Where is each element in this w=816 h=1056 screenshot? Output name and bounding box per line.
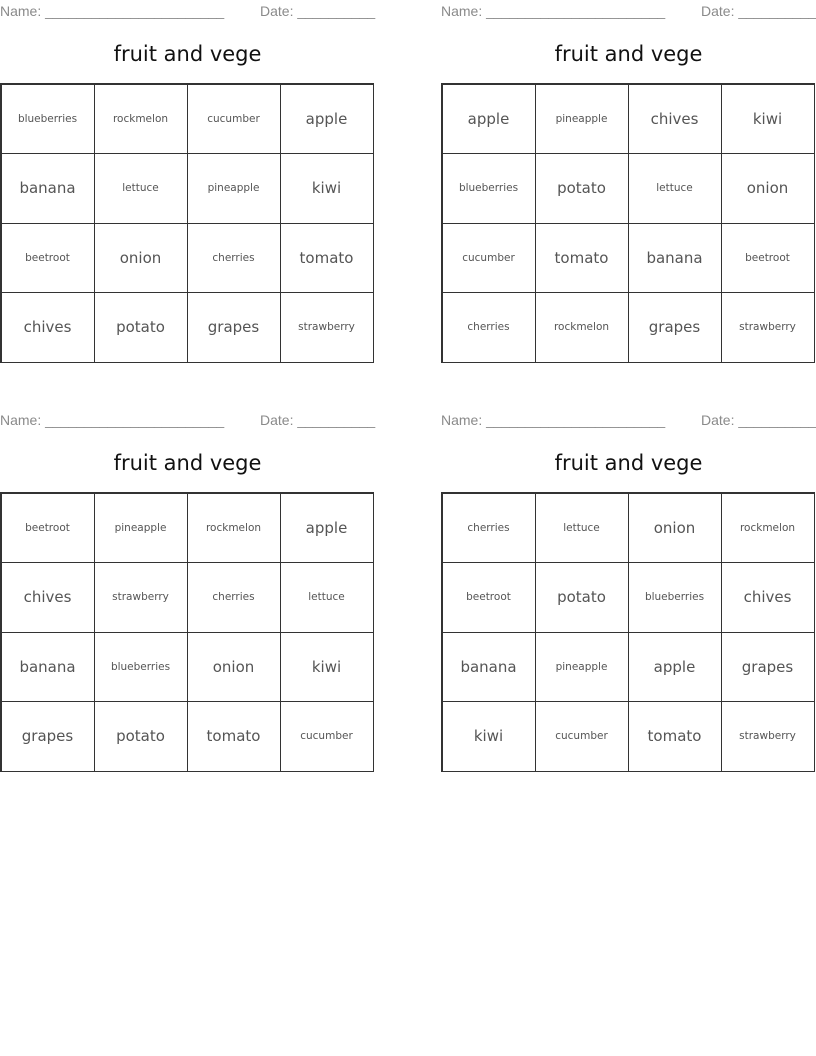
bingo-card-3 [0,409,376,773]
bingo-grid [441,83,815,363]
card-title: fruit and vege [554,451,703,475]
bingo-cell: strawberry [721,292,815,363]
bingo-cell: pineapple [187,153,281,224]
bingo-cell: blueberries [628,562,722,633]
bingo-cell: kiwi [442,701,536,772]
bingo-cell: apple [628,632,722,703]
bingo-cell: pineapple [535,632,629,703]
bingo-cell: strawberry [280,292,374,363]
name-label: Name: _______________________ [441,3,666,19]
bingo-grid [0,83,374,363]
bingo-cell: blueberries [1,84,95,155]
bingo-cell: beetroot [1,493,95,564]
card-title: fruit and vege [554,42,703,66]
bingo-cell: rockmelon [187,493,281,564]
bingo-cell: lettuce [628,153,722,224]
bingo-cell: pineapple [94,493,188,564]
bingo-cell: beetroot [442,562,536,633]
bingo-cell: kiwi [721,84,815,155]
bingo-cell: rockmelon [94,84,188,155]
bingo-cell: cucumber [535,701,629,772]
bingo-cell: lettuce [280,562,374,633]
bingo-cell: banana [442,632,536,703]
date-label: Date: __________ [260,412,376,428]
bingo-cell: banana [1,153,95,224]
bingo-cell: onion [628,493,722,564]
bingo-cell: cherries [442,292,536,363]
bingo-grid [0,492,374,772]
bingo-grid [441,492,815,772]
bingo-cell: banana [1,632,95,703]
bingo-cell: grapes [721,632,815,703]
card-title: fruit and vege [113,451,262,475]
bingo-cell: onion [187,632,281,703]
bingo-cell: tomato [187,701,281,772]
bingo-cell: potato [535,562,629,633]
bingo-cell: rockmelon [721,493,815,564]
bingo-cell: cherries [187,562,281,633]
date-label: Date: __________ [701,3,816,19]
name-label: Name: _______________________ [441,412,666,428]
bingo-cell: kiwi [280,153,374,224]
bingo-cell: blueberries [94,632,188,703]
bingo-cell: apple [442,84,536,155]
date-label: Date: __________ [701,412,816,428]
bingo-card-2 [441,0,816,364]
name-label: Name: _______________________ [0,412,225,428]
bingo-cell: tomato [535,223,629,294]
bingo-cell: apple [280,493,374,564]
bingo-cell: grapes [187,292,281,363]
bingo-cell: onion [721,153,815,224]
bingo-cell: banana [628,223,722,294]
bingo-cell: cherries [442,493,536,564]
bingo-cell: chives [628,84,722,155]
bingo-cell: onion [94,223,188,294]
bingo-cell: potato [535,153,629,224]
bingo-card-1 [0,0,376,364]
bingo-cell: blueberries [442,153,536,224]
bingo-cell: potato [94,701,188,772]
bingo-cell: pineapple [535,84,629,155]
bingo-cell: beetroot [721,223,815,294]
bingo-cell: lettuce [94,153,188,224]
date-label: Date: __________ [260,3,376,19]
bingo-cell: lettuce [535,493,629,564]
name-label: Name: _______________________ [0,3,225,19]
card-title: fruit and vege [113,42,262,66]
bingo-cell: strawberry [94,562,188,633]
bingo-cell: cucumber [442,223,536,294]
bingo-cell: cucumber [280,701,374,772]
bingo-cell: tomato [628,701,722,772]
bingo-cell: tomato [280,223,374,294]
bingo-cell: rockmelon [535,292,629,363]
bingo-cell: cucumber [187,84,281,155]
bingo-cell: chives [721,562,815,633]
bingo-cell: chives [1,562,95,633]
bingo-cell: apple [280,84,374,155]
bingo-cell: cherries [187,223,281,294]
bingo-card-4 [441,409,816,773]
bingo-cell: kiwi [280,632,374,703]
bingo-cell: strawberry [721,701,815,772]
bingo-cell: grapes [628,292,722,363]
bingo-cell: potato [94,292,188,363]
bingo-cell: chives [1,292,95,363]
bingo-cell: beetroot [1,223,95,294]
bingo-cell: grapes [1,701,95,772]
